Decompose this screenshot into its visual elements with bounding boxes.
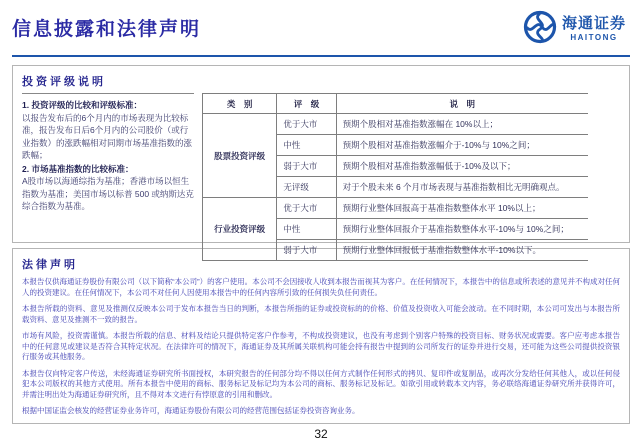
rating-cell: 中性 — [277, 219, 336, 240]
page-title: 信息披露和法律声明 — [12, 19, 202, 40]
description-cell: 预期行业整体回报介于基准指数整体水平-10%与 10%之间； — [336, 219, 588, 240]
note-2-title: 2. 市场基准指数的比较标准： — [22, 163, 134, 174]
rating-cell: 弱于大市 — [277, 240, 336, 261]
table-row — [203, 114, 589, 135]
rating-content — [22, 93, 620, 261]
note-1-title: 1. 投资评级的比较和评级标准： — [22, 100, 142, 110]
rating-table — [202, 93, 588, 261]
rating-cell: 弱于大市 — [277, 156, 336, 177]
rating-cell: 中性 — [277, 135, 336, 156]
haitong-logo-text — [562, 17, 626, 42]
haitong-logo-icon — [523, 10, 557, 49]
legal-section-heading: 法律声明 — [22, 259, 78, 271]
rating-section — [12, 65, 630, 255]
header — [12, 10, 630, 52]
rating-cell: 优于大市 — [277, 114, 336, 135]
description-cell: 预期个股相对基准指数涨幅介于-10%与 10%之间； — [336, 135, 588, 156]
legal-paragraph: 本报告仅供海通证券股份有限公司（以下简称“本公司”）的客户使用。本公司不会因接收人收到本报告而视其为客户。在任何情况下，本报告中的信息或所表述的意见并不构成对任何人的投资建议。在任何情况下，本公司不对任何人因使用本报告中的任何内容所引致的任何损失负任何责任。 — [22, 277, 620, 297]
category-stock: 股票投资评级 — [203, 114, 277, 198]
table-row — [203, 198, 589, 219]
title-divider — [12, 55, 630, 57]
description-cell: 预期个股相对基准指数涨幅在 10%以上； — [336, 114, 588, 135]
brand-name-en: HAITONG — [570, 33, 618, 42]
haitong-logo — [523, 10, 630, 49]
table-header-row — [203, 94, 589, 114]
legal-paragraph: 根据中国证监会核发的经营证券业务许可，海通证券股份有限公司的经营范围包括证券投资咨询业务。 — [22, 406, 360, 415]
note-2-body: A股市场以海通综指为基准；香港市场以恒生指数为基准；美国市场以标普 500 或纳斯达克综合指数为基准。 — [22, 176, 194, 211]
legal-paragraph: 市场有风险，投资需谨慎。本报告所载的信息、材料及结论只提供特定客户作参考，不构成投资建议，也没有考虑到个别客户特殊的投资目标、财务状况或需要。客户应考虑本报告中的任何意见或建议是否符合其特定状况。在法律许可的情况下，海通证券及其所属关联机构可能会持有报告中提到的公司所发行的证券并进行交易，还可能为这些公司提供投资银行服务或其他服务。 — [22, 331, 620, 361]
col-header-category: 类 别 — [203, 94, 277, 114]
rating-section-heading: 投资评级说明 — [22, 76, 106, 88]
description-cell: 对于个股未来 6 个月市场表现与基准指数相比无明确观点。 — [336, 177, 588, 198]
rating-notes — [22, 93, 194, 214]
legal-section — [12, 248, 630, 424]
rating-cell: 优于大市 — [277, 198, 336, 219]
brand-name-cn: 海通证券 — [561, 16, 626, 32]
legal-paragraph: 本报告所载的资料、意见及推测仅反映本公司于发布本报告当日的判断，本报告所指的证券或投资标的的价格、价值及投资收入可能会波动。在不同时期，本公司可发出与本报告所载资料、意见及推测不一致的报告。 — [22, 304, 620, 324]
description-cell: 预期行业整体回报高于基准指数整体水平 10%以上； — [336, 198, 588, 219]
category-industry: 行业投资评级 — [203, 198, 277, 261]
page-number: 32 — [314, 427, 328, 441]
note-1-body: 以报告发布后的6个月内的市场表现为比较标准，报告发布日后6个月内的公司股价（或行业指数）的涨跌幅相对同期市场基准指数的涨跌幅； — [22, 112, 193, 160]
description-cell: 预期个股相对基准指数涨幅低于-10%及以下； — [336, 156, 588, 177]
legal-paragraph: 本报告仅向特定客户传送，未经海通证券研究所书面授权，本研究报告的任何部分均不得以任何方式制作任何形式的拷贝、复印件或复制品，或再次分发给任何其他人，或以任何侵犯本公司版权的其他方式使用。所有本报告中使用的商标、服务标记及标记均为本公司的商标、服务标记及标记。如欲引用或转载本文内容，务必联络海通证券研究所并获得许可，并需注明出处为海通证券研究所，且不得对本文进行有悖原意的引用和删改。 — [22, 368, 620, 399]
description-cell: 预期行业整体回报低于基准指数整体水平-10%以下。 — [336, 240, 588, 261]
rating-cell: 无评级 — [277, 177, 336, 198]
col-header-description: 说 明 — [336, 94, 588, 114]
col-header-rating: 评 级 — [277, 94, 336, 114]
